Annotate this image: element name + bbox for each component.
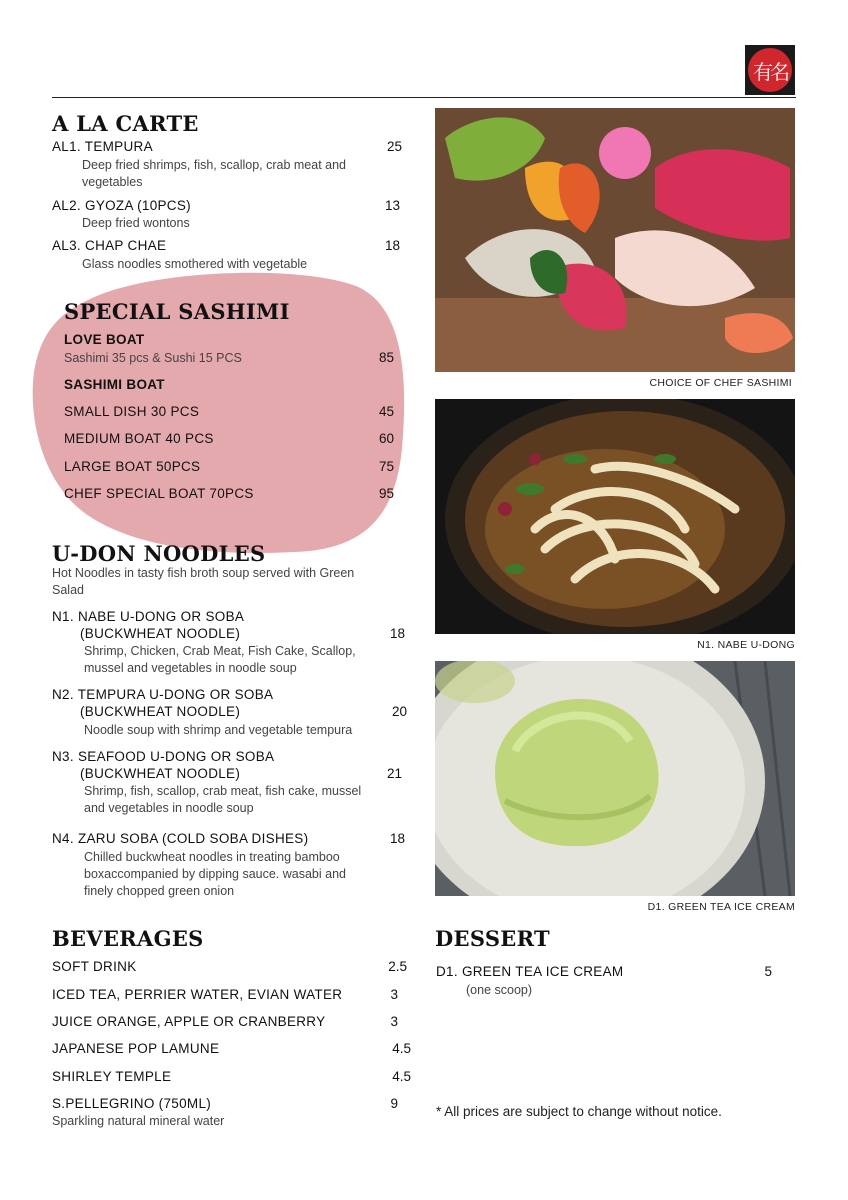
beverage-name: ICED TEA, PERRIER WATER, EVIAN WATER [52, 987, 343, 1002]
udon-photo [435, 399, 795, 634]
photo-caption: N1. NABE U-DONG [697, 639, 795, 651]
noodle-item-desc: finely chopped green onion [84, 884, 235, 898]
beverage-desc: Sparkling natural mineral water [52, 1114, 225, 1128]
noodle-item-name: N3. SEAFOOD U-DONG OR SOBA [52, 749, 275, 764]
love-boat-price: 85 [378, 350, 394, 365]
love-boat-desc: Sashimi 35 pcs & Sushi 15 PCS [64, 351, 242, 365]
photo-caption: D1. GREEN TEA ICE CREAM [647, 901, 795, 913]
boat-name: LARGE BOAT 50PCS [64, 459, 201, 474]
boat-price: 75 [378, 459, 394, 474]
noodle-item-desc: Noodle soup with shrimp and vegetable tempura [84, 723, 353, 737]
menu-item-desc: Deep fried wontons [82, 216, 190, 230]
noodle-item-price: 21 [386, 766, 402, 781]
noodle-item-name: N2. TEMPURA U-DONG OR SOBA [52, 687, 274, 702]
boat-name: CHEF SPECIAL BOAT 70PCS [64, 486, 254, 501]
restaurant-logo [745, 45, 795, 95]
udon-heading: U-DON NOODLES [52, 541, 266, 566]
beverage-price: 4.5 [392, 1041, 411, 1056]
menu-item-name: AL1. TEMPURA [52, 139, 153, 154]
boat-name: MEDIUM BOAT 40 PCS [64, 431, 214, 446]
menu-item-price: 13 [384, 198, 400, 213]
noodle-item-desc: Chilled buckwheat noodles in treating bamboo [84, 850, 340, 864]
udon-intro: Hot Noodles in tasty fish broth soup served with Green [52, 566, 355, 580]
dessert-price: 5 [764, 964, 772, 979]
noodle-item-subname: (BUCKWHEAT NOODLE) [80, 704, 241, 719]
menu-item-price: 25 [386, 139, 402, 154]
noodle-item-price: 18 [389, 626, 405, 641]
ice-cream-photo [435, 661, 795, 896]
menu-item-price: 18 [384, 238, 400, 253]
noodle-item-name: N1. NABE U-DONG OR SOBA [52, 609, 245, 624]
noodle-item-desc: Shrimp, fish, scallop, crab meat, fish cake, mussel [84, 784, 362, 798]
beverage-price: 4.5 [392, 1069, 411, 1084]
beverage-name: SOFT DRINK [52, 959, 137, 974]
menu-item-desc: Deep fried shrimps, fish, scallop, crab meat and [82, 158, 347, 172]
beverages-heading: BEVERAGES [52, 926, 204, 951]
noodle-item-subname: (BUCKWHEAT NOODLE) [80, 766, 241, 781]
love-boat-name: LOVE BOAT [64, 332, 145, 347]
beverage-price: 3 [390, 1014, 398, 1029]
sashimi-photo [435, 108, 795, 372]
beverage-price: 3 [390, 987, 398, 1002]
a-la-carte-heading: A LA CARTE [52, 111, 199, 136]
beverage-name: SHIRLEY TEMPLE [52, 1069, 172, 1084]
boat-name: SMALL DISH 30 PCS [64, 404, 200, 419]
sashimi-boat-label: SASHIMI BOAT [64, 377, 165, 392]
beverage-price: 9 [390, 1096, 398, 1111]
menu-item-name: AL2. GYOZA (10PCS) [52, 198, 191, 213]
photo-caption: CHOICE OF CHEF SASHIMI [649, 377, 792, 389]
noodle-item-desc: and vegetables in noodle soup [84, 801, 254, 815]
boat-price: 95 [378, 486, 394, 501]
header-rule [52, 97, 796, 98]
price-footnote: * All prices are subject to change without notice. [436, 1104, 722, 1119]
dessert-desc: (one scoop) [466, 983, 533, 997]
dessert-name: D1. GREEN TEA ICE CREAM [436, 964, 624, 979]
special-sashimi-heading: SPECIAL SASHIMI [64, 299, 290, 324]
beverage-name: S.PELLEGRINO (750ML) [52, 1096, 212, 1111]
boat-price: 45 [378, 404, 394, 419]
beverage-name: JAPANESE POP LAMUNE [52, 1041, 220, 1056]
menu-item-desc: Glass noodles smothered with vegetable [82, 257, 308, 271]
boat-price: 60 [378, 431, 394, 446]
noodle-item-price: 18 [389, 831, 405, 846]
menu-item-name: AL3. CHAP CHAE [52, 238, 167, 253]
noodle-item-desc: boxaccompanied by dipping sauce. wasabi and [84, 867, 346, 881]
udon-intro: Salad [52, 583, 84, 597]
noodle-item-price: 20 [391, 704, 407, 719]
beverage-price: 2.5 [388, 959, 407, 974]
beverage-name: JUICE ORANGE, APPLE OR CRANBERRY [52, 1014, 326, 1029]
noodle-item-name: N4. ZARU SOBA (COLD SOBA DISHES) [52, 831, 309, 846]
dessert-heading: DESSERT [435, 926, 550, 951]
noodle-item-desc: mussel and vegetables in noodle soup [84, 661, 297, 675]
logo-text: 有名 [753, 60, 787, 84]
noodle-item-subname: (BUCKWHEAT NOODLE) [80, 626, 241, 641]
menu-item-desc: vegetables [82, 175, 143, 189]
noodle-item-desc: Shrimp, Chicken, Crab Meat, Fish Cake, Scallop, [84, 644, 356, 658]
